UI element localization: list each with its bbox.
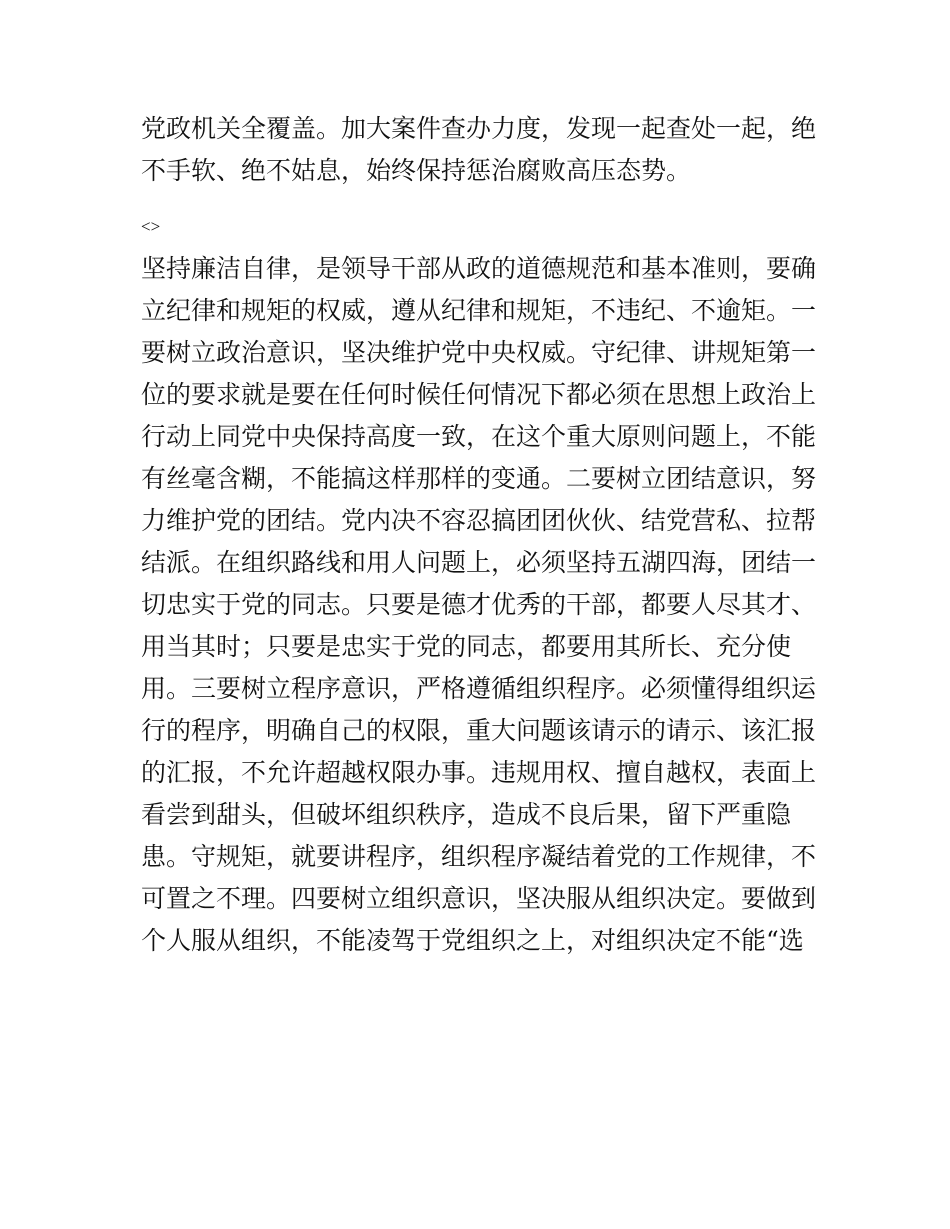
text-line: 力维护党的团结。党内决不容忍搞团团伙伙、结党营私、拉帮 — [141, 506, 817, 535]
section-marker-block — [141, 216, 821, 238]
text-line: 患。守规矩，就要讲程序，组织程序凝结着党的工作规律，不 — [141, 842, 817, 871]
text-line: 结派。在组织路线和用人问题上，必须坚持五湖四海，团结一 — [141, 548, 817, 577]
text-line: 看尝到甜头，但破坏组织秩序，造成不良后果，留下严重隐 — [141, 800, 792, 829]
text-line: 立纪律和规矩的权威，遵从纪律和规矩，不违纪、不逾矩。一 — [141, 296, 817, 325]
text-line: 个人服从组织，不能凌驾于党组织之上，对组织决定不能“选 — [141, 926, 804, 955]
text-line: 坚持廉洁自律，是领导干部从政的道德规范和基本准则，要确 — [141, 254, 817, 283]
text-line: 有丝毫含糊，不能搞这样那样的变通。二要树立团结意识，努 — [141, 464, 817, 493]
text-line: 要树立政治意识，坚决维护党中央权威。守纪律、讲规矩第一 — [141, 338, 817, 367]
section-marker: <> — [141, 217, 161, 236]
text-line: 可置之不理。四要树立组织意识，坚决服从组织决定。要做到 — [141, 884, 817, 913]
paragraph-top — [141, 108, 821, 192]
text-line: 行的程序，明确自己的权限，重大问题该请示的请示、该汇报 — [141, 716, 817, 745]
text-line: 不手软、绝不姑息，始终保持惩治腐败高压态势。 — [141, 156, 692, 185]
text-line: 党政机关全覆盖。加大案件查办力度，发现一起查处一起，绝 — [141, 114, 817, 143]
paragraph-main — [141, 248, 821, 962]
text-line: 位的要求就是要在任何时候任何情况下都必须在思想上政治上 — [141, 380, 817, 409]
text-line: 切忠实于党的同志。只要是德才优秀的干部，都要人尽其才、 — [141, 590, 817, 619]
text-line: 用当其时；只要是忠实于党的同志，都要用其所长、充分使 — [141, 632, 792, 661]
text-line: 行动上同党中央保持高度一致，在这个重大原则问题上，不能 — [141, 422, 817, 451]
text-line: 的汇报，不允许超越权限办事。违规用权、擅自越权，表面上 — [141, 758, 817, 787]
text-line: 用。三要树立程序意识，严格遵循组织程序。必须懂得组织运 — [141, 674, 817, 703]
